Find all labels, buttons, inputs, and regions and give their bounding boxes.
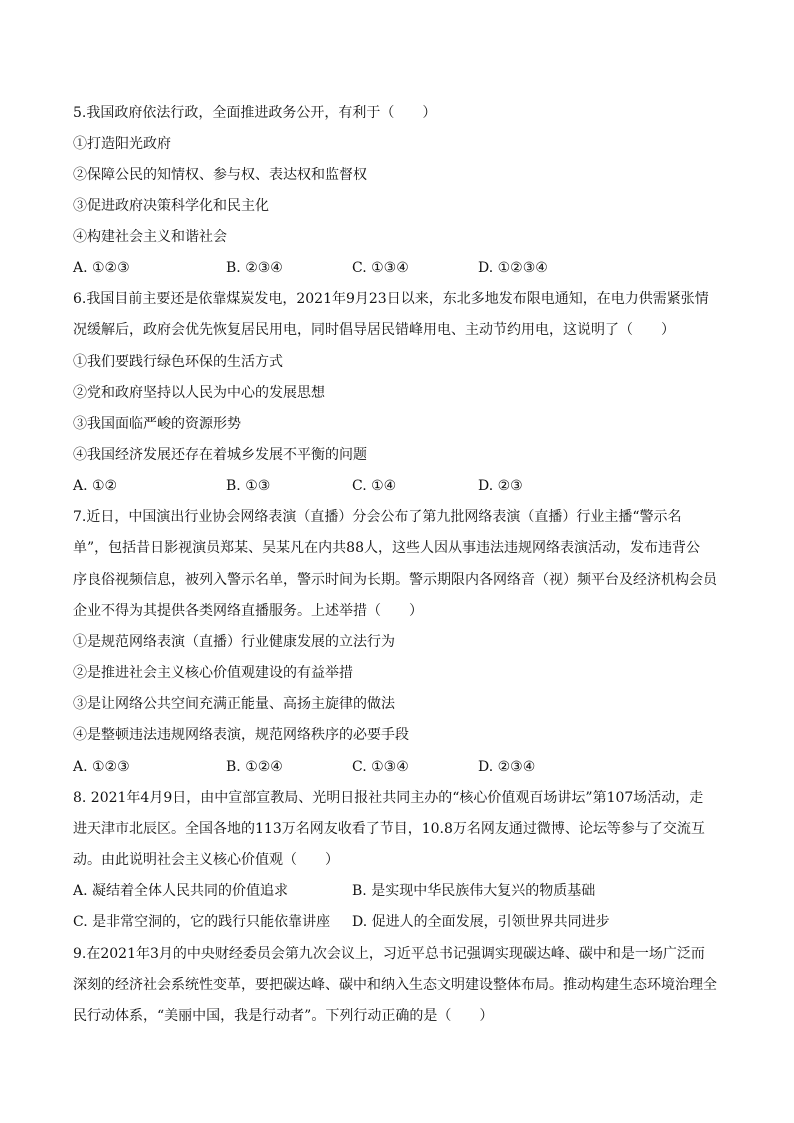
q8-option-c: C. 是非常空洞的，它的践行只能依靠讲座 — [73, 914, 331, 930]
q5-item-1: ①打造阳光政府 — [73, 136, 171, 152]
q5-option-d: D. ①②③④ — [478, 260, 548, 276]
q7-item-1: ①是规范网络表演（直播）行业健康发展的立法行为 — [73, 634, 395, 650]
q8-stem-line-2: 进天津市北辰区。全国各地的113万名网友收看了节目，10.8万名网友通过微博、论坛等参与了交流互 — [73, 821, 705, 837]
q8-stem-line-3: 动。由此说明社会主义核心价值观（ ） — [73, 852, 339, 868]
q7-item-4: ④是整顿违法违规网络表演，规范网络秩序的必要手段 — [73, 727, 409, 743]
q9-stem-line-2: 深刻的经济社会系统性变革，要把碳达峰、碳中和纳入生态文明建设整体布局。推动构建生态环境治理全 — [73, 977, 717, 993]
q7-stem-line-1: 7.近日，中国演出行业协会网络表演（直播）分会公布了第九批网络表演（直播）行业主播“警示名 — [73, 509, 682, 525]
q7-option-b: B. ①②④ — [226, 759, 283, 775]
q5-option-b: B. ②③④ — [226, 260, 283, 276]
q6-stem-line-2: 况缓解后，政府会优先恢复居民用电，同时倡导居民错峰用电、主动节约用电，这说明了（ ） — [73, 322, 675, 338]
q6-item-1: ①我们要践行绿色环保的生活方式 — [73, 354, 283, 370]
q8-stem-line-1: 8. 2021年4月9日，由中宣部宣教局、光明日报社共同主办的“核心价值观百场讲坛”第107场活动，走 — [73, 790, 704, 806]
q6-option-a: A. ①② — [73, 478, 118, 494]
q6-option-b: B. ①③ — [226, 478, 271, 494]
q7-option-d: D. ②③④ — [478, 759, 536, 775]
q7-stem-line-2: 单”，包括昔日影视演员郑某、吴某凡在内共88人，这些人因从事违法违规网络表演活动，发布违背公 — [73, 540, 700, 556]
q6-item-3: ③我国面临严峻的资源形势 — [73, 416, 241, 432]
q5-item-4: ④构建社会主义和谐社会 — [73, 229, 227, 245]
q5-option-c: C. ①③④ — [352, 260, 409, 276]
q5-option-a: A. ①②③ — [73, 260, 130, 276]
q8-option-d: D. 促进人的全面发展，引领世界共同进步 — [352, 914, 610, 930]
q7-item-2: ②是推进社会主义核心价值观建设的有益举措 — [73, 665, 353, 681]
q8-option-a: A. 凝结着全体人民共同的价值追求 — [73, 883, 289, 899]
q7-stem-line-3: 序良俗视频信息，被列入警示名单，警示时间为长期。警示期限内各网络音（视）频平台及经济机构会员 — [73, 572, 717, 588]
q6-option-d: D. ②③ — [478, 478, 523, 494]
q6-item-4: ④我国经济发展还存在着城乡发展不平衡的问题 — [73, 447, 367, 463]
q9-stem-line-3: 民行动体系，“美丽中国，我是行动者”。下列行动正确的是（ ） — [73, 1008, 494, 1024]
q6-stem-line-1: 6.我国目前主要还是依靠煤炭发电，2021年9月23日以来，东北多地发布限电通知，在电力供需紧张情 — [73, 291, 709, 307]
q6-option-c: C. ①④ — [352, 478, 397, 494]
q6-item-2: ②党和政府坚持以人民为中心的发展思想 — [73, 385, 325, 401]
q7-stem-line-4: 企业不得为其提供各类网络直播服务。上述举措（ ） — [73, 603, 423, 619]
q8-option-b: B. 是实现中华民族伟大复兴的物质基础 — [352, 883, 596, 899]
q5-stem: 5.我国政府依法行政，全面推进政务公开，有利于（ ） — [73, 105, 437, 121]
q7-option-c: C. ①③④ — [352, 759, 409, 775]
q5-item-3: ③促进政府决策科学化和民主化 — [73, 198, 269, 214]
q9-stem-line-1: 9.在2021年3月的中央财经委员会第九次会议上，习近平总书记强调实现碳达峰、碳中和是一场广泛而 — [73, 946, 705, 962]
q5-item-2: ②保障公民的知情权、参与权、表达权和监督权 — [73, 167, 367, 183]
q7-item-3: ③是让网络公共空间充满正能量、高扬主旋律的做法 — [73, 696, 395, 712]
q7-option-a: A. ①②③ — [73, 759, 130, 775]
